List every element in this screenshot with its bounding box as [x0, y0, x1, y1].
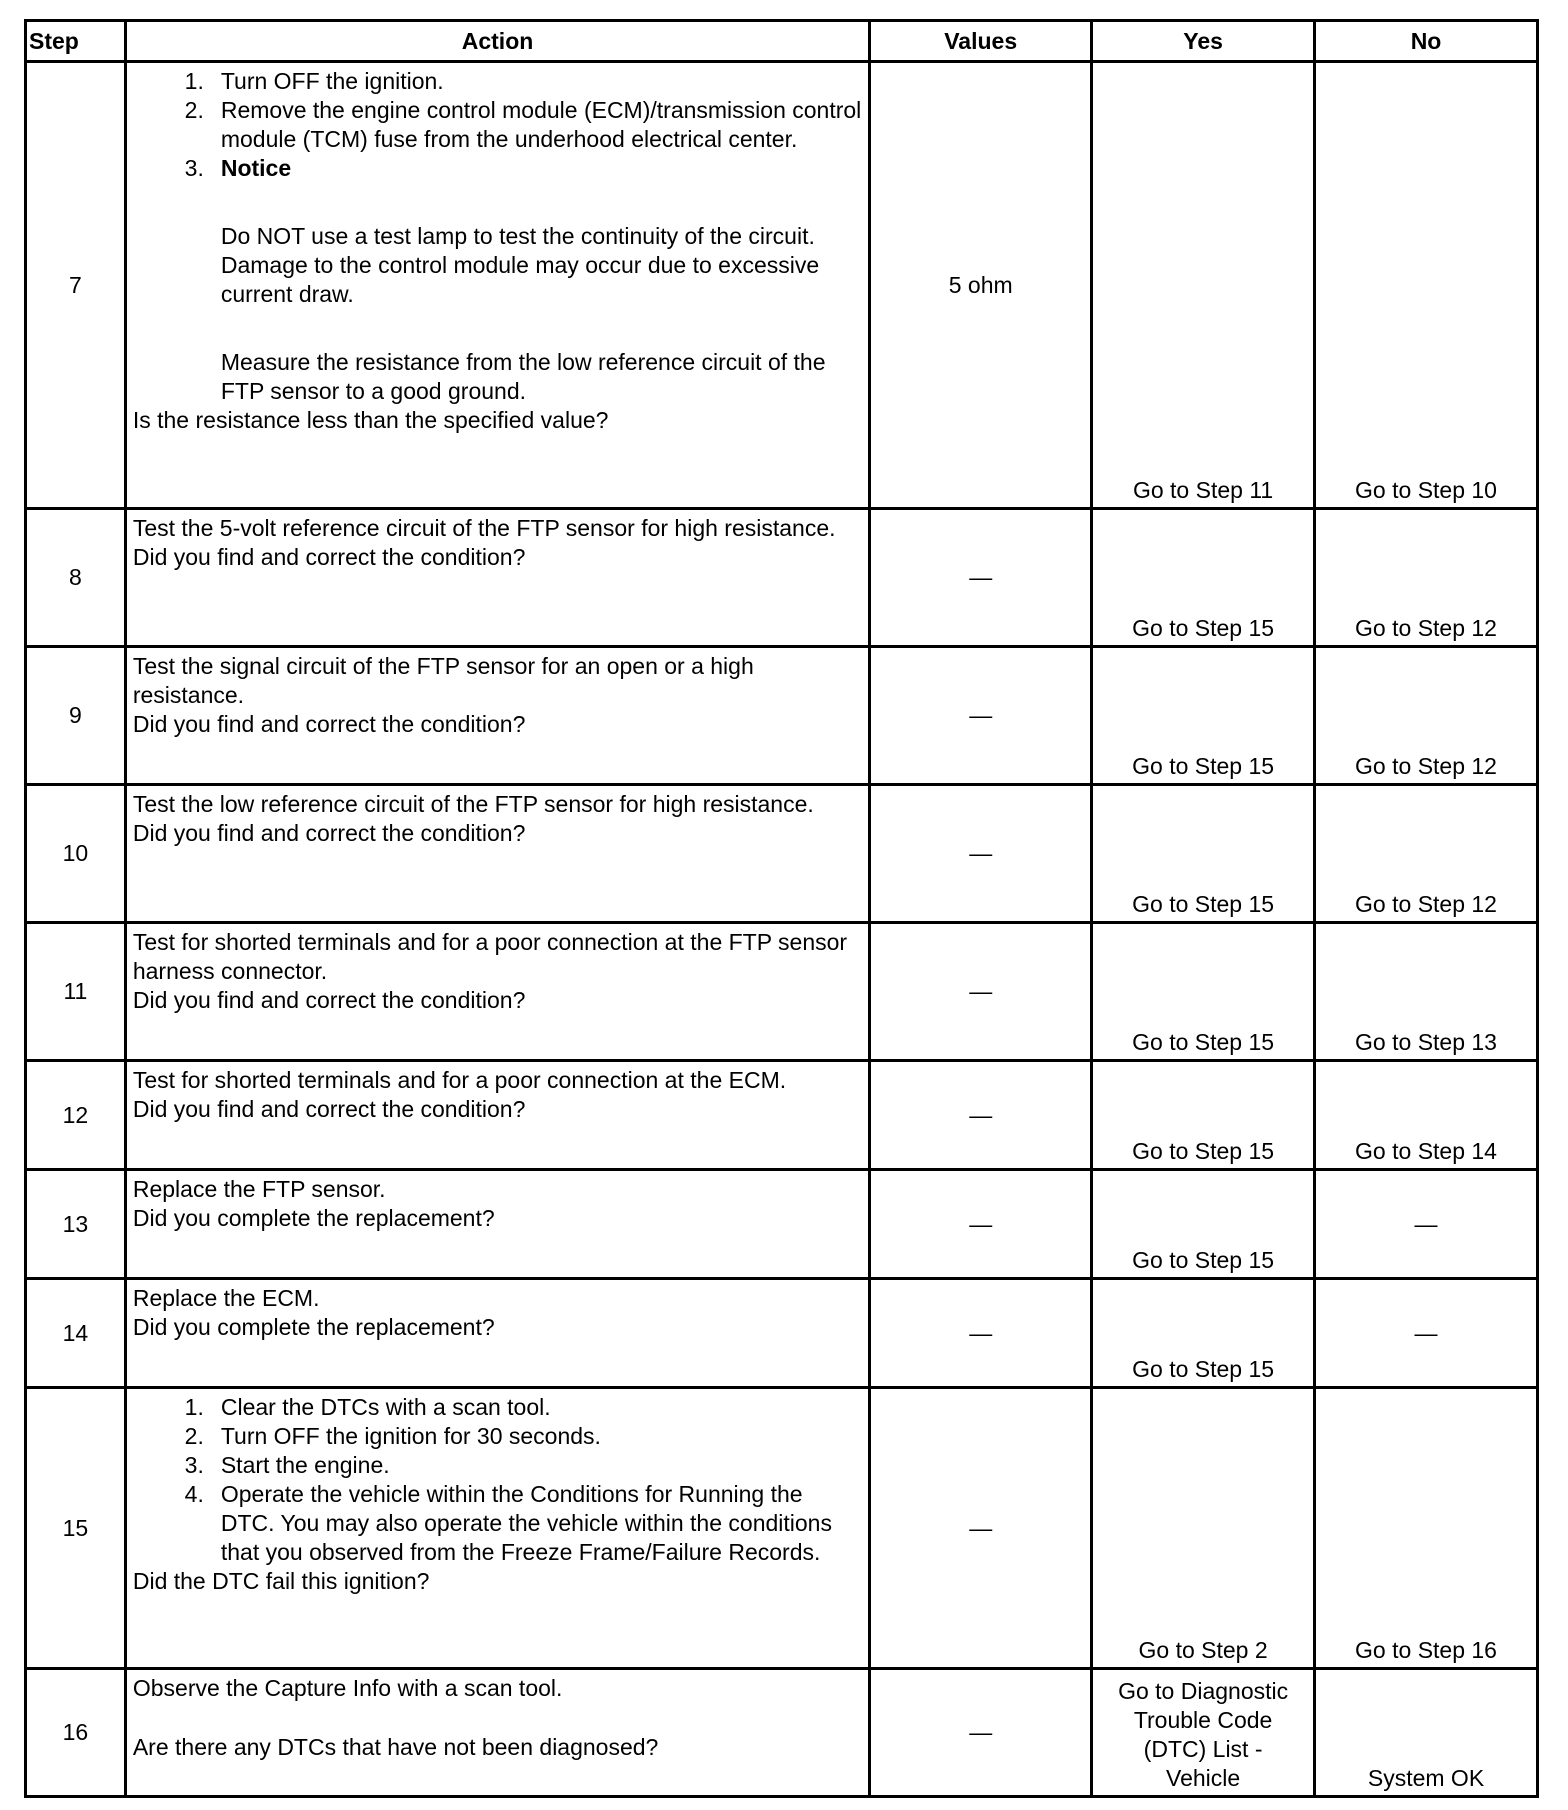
table-row [26, 1061, 1538, 1170]
action-question: Did you find and correct the condition? [132, 987, 526, 1013]
no-cell: Go to Step 12 [1315, 509, 1538, 647]
action-text: Test the 5-volt reference circuit of the FTP sensor for high resistance. [132, 515, 836, 541]
list-item: 4. Operate the vehicle within the Conditions for Running the DTC. You may also operate the vehicle within the conditions that you observed from the Freeze Frame/Failure Records. [184, 1481, 832, 1565]
no-cell: Go to Step 16 [1315, 1388, 1538, 1669]
table-row [26, 1170, 1538, 1279]
yes-cell: Go to Diagnostic Trouble Code (DTC) List - Vehicle [1092, 1669, 1315, 1797]
no-cell: Go to Step 10 [1315, 62, 1538, 509]
no-cell: Go to Step 14 [1315, 1061, 1538, 1170]
value-cell: — [870, 785, 1092, 923]
value-cell: — [870, 923, 1092, 1061]
step-number: 13 [26, 1170, 126, 1279]
value-cell: — [870, 1388, 1092, 1669]
value-cell: — [870, 1170, 1092, 1279]
yes-cell: Go to Step 15 [1092, 923, 1315, 1061]
header-step: Step [26, 21, 126, 62]
list-item: 1. Turn OFF the ignition. [184, 68, 444, 94]
header-action: Action [125, 21, 869, 62]
list-item: 3. Start the engine. [184, 1452, 390, 1478]
action-cell [125, 1669, 869, 1797]
action-steps [133, 67, 862, 406]
step-number: 8 [26, 509, 126, 647]
action-question: Is the resistance less than the specified value? [132, 407, 609, 433]
table-row [26, 509, 1538, 647]
action-text: Test for shorted terminals and for a poor connection at the FTP sensor harness connector. [132, 929, 848, 984]
list-item: 1. Clear the DTCs with a scan tool. [184, 1394, 551, 1420]
step-number: 10 [26, 785, 126, 923]
yes-cell: Go to Step 15 [1092, 1279, 1315, 1388]
action-text: Test the signal circuit of the FTP sensor for an open or a high resistance. [132, 653, 754, 708]
action-question: Did you find and correct the condition? [132, 544, 526, 570]
list-item: 2. Remove the engine control module (ECM)/transmission control module (TCM) fuse from the underhood electrical center. [184, 97, 862, 152]
header-yes: Yes [1092, 21, 1315, 62]
value-cell: — [870, 647, 1092, 785]
value-cell: — [870, 1279, 1092, 1388]
action-text: Observe the Capture Info with a scan tool. [132, 1675, 563, 1701]
action-cell [125, 62, 869, 509]
action-question: Did you find and correct the condition? [132, 820, 526, 846]
action-cell [125, 1279, 869, 1388]
yes-cell: Go to Step 15 [1092, 1170, 1315, 1279]
action-question: Did you find and correct the condition? [132, 711, 526, 737]
table-row [26, 62, 1538, 509]
action-cell [125, 785, 869, 923]
notice-title: Notice [220, 155, 292, 181]
step-number: 11 [26, 923, 126, 1061]
action-cell [125, 509, 869, 647]
action-question: Are there any DTCs that have not been diagnosed? [132, 1734, 659, 1760]
action-steps [133, 1393, 862, 1567]
yes-cell: Go to Step 15 [1092, 785, 1315, 923]
table-row [26, 1279, 1538, 1388]
yes-cell: Go to Step 15 [1092, 647, 1315, 785]
action-question: Did you find and correct the condition? [132, 1096, 526, 1122]
action-cell [125, 923, 869, 1061]
action-text: Replace the FTP sensor. [132, 1176, 386, 1202]
step-number: 15 [26, 1388, 126, 1669]
action-cell [125, 647, 869, 785]
table-row [26, 923, 1538, 1061]
step-number: 12 [26, 1061, 126, 1170]
header-no: No [1315, 21, 1538, 62]
table-row [26, 1388, 1538, 1669]
no-cell: Go to Step 12 [1315, 647, 1538, 785]
action-question: Did you complete the replacement? [132, 1314, 495, 1340]
no-cell: System OK [1315, 1669, 1538, 1797]
no-cell: — [1315, 1279, 1538, 1388]
notice-text: Do NOT use a test lamp to test the continuity of the circuit. Damage to the control module may occur due to excessive current draw. [220, 223, 820, 307]
action-question: Did you complete the replacement? [132, 1205, 495, 1231]
no-cell: Go to Step 13 [1315, 923, 1538, 1061]
table-row [26, 647, 1538, 785]
action-cell [125, 1170, 869, 1279]
action-cell [125, 1061, 869, 1170]
header-row [26, 21, 1538, 62]
action-text: Test for shorted terminals and for a poor connection at the ECM. [132, 1067, 787, 1093]
step-number: 14 [26, 1279, 126, 1388]
table-row [26, 1669, 1538, 1797]
list-item: 2. Turn OFF the ignition for 30 seconds. [184, 1423, 601, 1449]
no-cell: — [1315, 1170, 1538, 1279]
yes-cell: Go to Step 11 [1092, 62, 1315, 509]
value-cell: — [870, 509, 1092, 647]
header-values: Values [870, 21, 1092, 62]
yes-cell: Go to Step 15 [1092, 1061, 1315, 1170]
step-number: 16 [26, 1669, 126, 1797]
action-text: Test the low reference circuit of the FTP sensor for high resistance. [132, 791, 814, 817]
table-row [26, 785, 1538, 923]
yes-cell: Go to Step 15 [1092, 509, 1315, 647]
action-cell [125, 1388, 869, 1669]
yes-cell: Go to Step 2 [1092, 1388, 1315, 1669]
step-number: 7 [26, 62, 126, 509]
value-cell: 5 ohm [870, 62, 1092, 509]
value-cell: — [870, 1669, 1092, 1797]
diagnostic-table [24, 19, 1539, 1798]
measure-text: Measure the resistance from the low reference circuit of the FTP sensor to a good ground. [220, 349, 826, 404]
action-question: Did the DTC fail this ignition? [132, 1568, 430, 1594]
step-number: 9 [26, 647, 126, 785]
list-item: 3. Notice Do NOT use a test lamp to test the continuity of the circuit. Damage to the control module may occur due to excessive current draw. Measure the resistance from the low reference circuit of the FTP sensor to a good ground. [133, 154, 862, 406]
value-cell: — [870, 1061, 1092, 1170]
action-text: Replace the ECM. [132, 1285, 320, 1311]
no-cell: Go to Step 12 [1315, 785, 1538, 923]
